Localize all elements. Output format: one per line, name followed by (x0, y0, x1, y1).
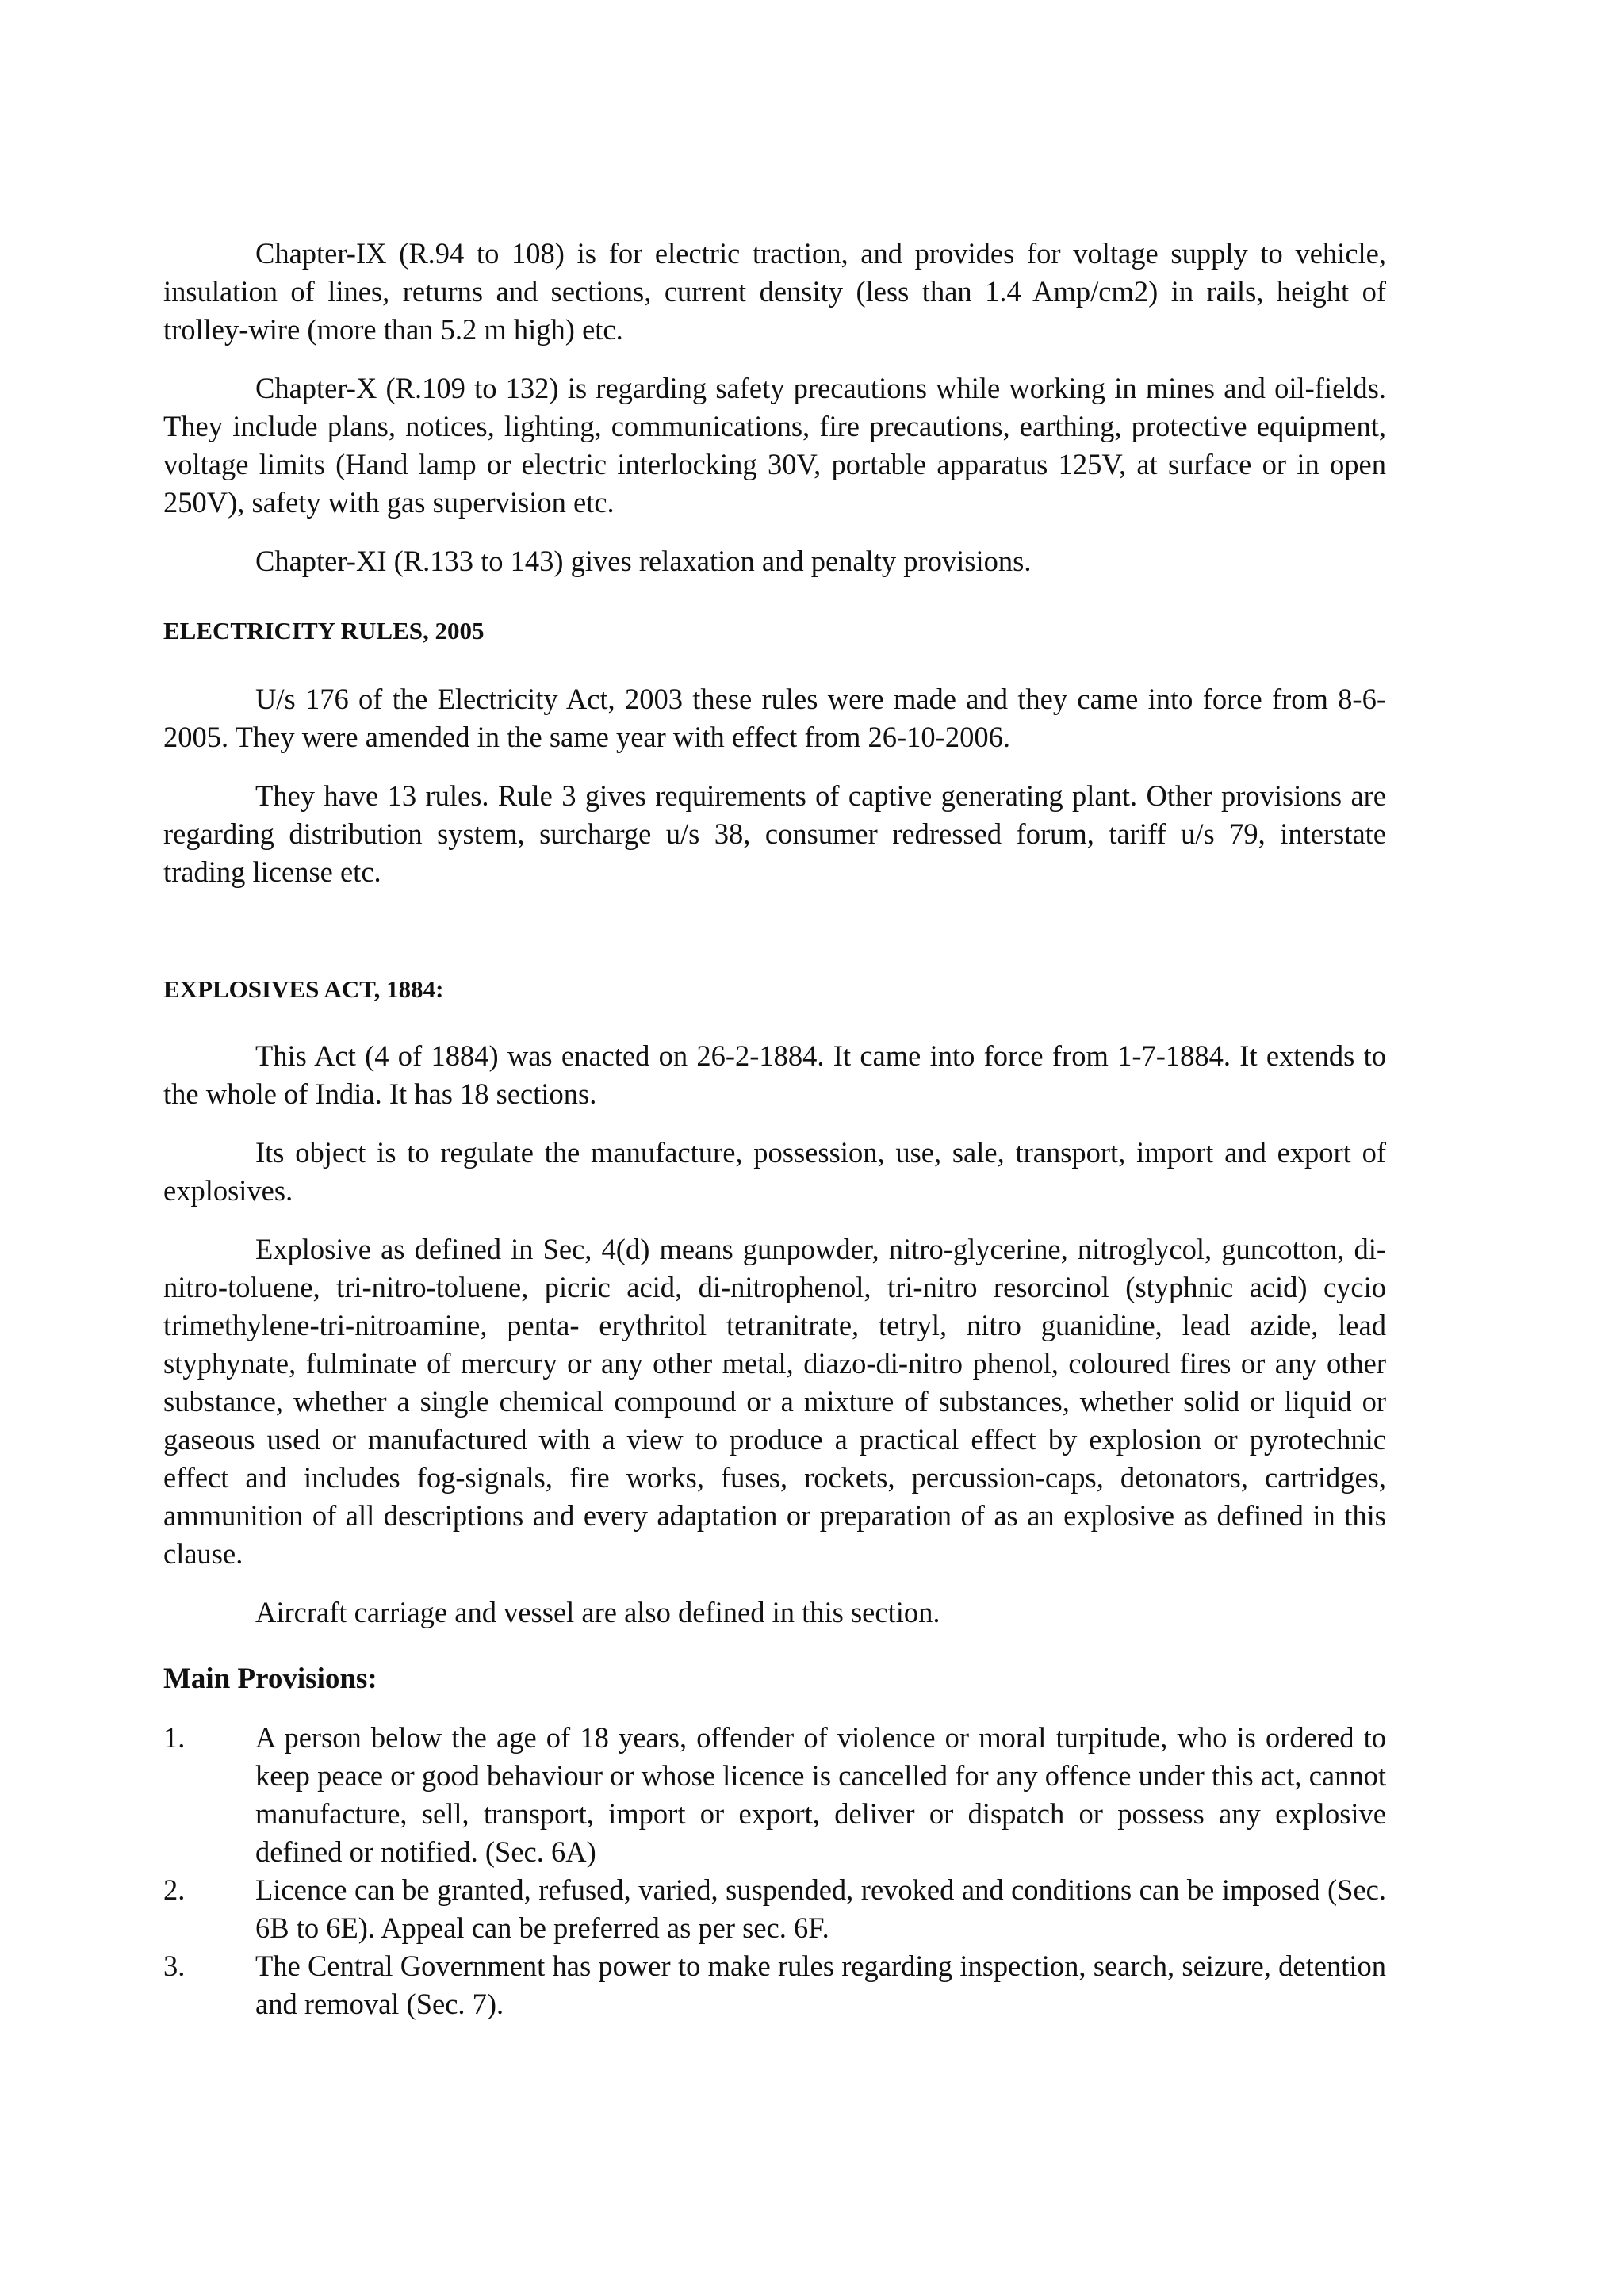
paragraph-chapter-ix: Chapter-IX (R.94 to 108) is for electric traction, and provides for voltage supply to vehicle, insulation of lines, returns and sections, current density (less than 1.4 Amp/cm2) in rails, height of trolley-wire (more than 5.2 m high) etc. (163, 237, 1386, 346)
paragraph-electricity-rules-2: They have 13 rules. Rule 3 gives requirements of captive generating plant. Other provisions are regarding distribution system, surcharge u/s 38, consumer redressed forum, tariff u/s 79, interstate trading license etc. (163, 779, 1386, 888)
paragraph-chapter-x: Chapter-X (R.109 to 132) is regarding safety precautions while working in mines and oil-fields. They include plans, notices, lighting, communications, fire precautions, earthing, protective equipment, voltage limits (Hand lamp or electric interlocking 30V, portable apparatus 125V, at surface or in open 250V), safety with gas supervision etc. (163, 372, 1386, 519)
heading-electricity-rules: ELECTRICITY RULES, 2005 (163, 617, 485, 645)
main-provisions-list (163, 1719, 1386, 2023)
paragraph-explosives-act-4: Aircraft carriage and vessel are also defined in this section. (255, 1596, 940, 1628)
list-item-number: 2. (163, 1873, 186, 1906)
list-item (163, 1719, 1386, 1871)
list-item-number: 3. (163, 1950, 186, 1982)
list-item-text: The Central Government has power to make rules regarding inspection, search, seizure, detention and removal (Sec. 7). (255, 1950, 1386, 2020)
paragraph-explosives-act-2: Its object is to regulate the manufacture, possession, use, sale, transport, import and export of explosives. (163, 1136, 1386, 1207)
list-item-number: 1. (163, 1721, 186, 1754)
paragraph-explosives-act-1: This Act (4 of 1884) was enacted on 26-2-1884. It came into force from 1-7-1884. It extends to the whole of India. It has 18 sections. (163, 1039, 1386, 1110)
list-item (163, 1871, 1386, 1947)
list-item (163, 1947, 1386, 2023)
heading-explosives-act: EXPLOSIVES ACT, 1884: (163, 975, 444, 1003)
list-item-text: Licence can be granted, refused, varied, suspended, revoked and conditions can be imposed (Sec. 6B to 6E). Appeal can be preferred as per sec. 6F. (255, 1873, 1386, 1944)
document-page (163, 235, 1386, 2023)
paragraph-chapter-xi: Chapter-XI (R.133 to 143) gives relaxation and penalty provisions. (255, 545, 1032, 577)
heading-main-provisions: Main Provisions: (163, 1663, 377, 1695)
paragraph-explosive-definition: Explosive as defined in Sec, 4(d) means gunpowder, nitro-glycerine, nitroglycol, guncotton, di-nitro-toluene, tri-nitro-toluene, picric acid, di-nitrophenol, tri-nitro resorcinol (styphnic acid) cycio trimethylene-tri-nitroamine, penta- erythritol tetranitrate, tetryl, nitro guanidine, lead azide, lead styphynate, fulminate of mercury or any other metal, diazo-di-nitro phenol, coloured fires or any other substance, whether a single chemical compound or a mixture of substances, whether solid or liquid or gaseous used or manufactured with a view to produce a practical effect by explosion or pyrotechnic effect and includes fog-signals, fire works, fuses, rockets, percussion-caps, detonators, cartridges, ammunition of all descriptions and every adaptation or preparation of as an explosive as defined in this clause. (163, 1233, 1386, 1570)
paragraph-electricity-rules-1: U/s 176 of the Electricity Act, 2003 these rules were made and they came into force from 8-6-2005. They were amended in the same year with effect from 26-10-2006. (163, 683, 1386, 753)
list-item-text: A person below the age of 18 years, offender of violence or moral turpitude, who is ordered to keep peace or good behaviour or whose licence is cancelled for any offence under this act, cannot manufacture, sell, transport, import or export, deliver or dispatch or possess any explosive defined or notified. (Sec. 6A) (255, 1721, 1386, 1868)
